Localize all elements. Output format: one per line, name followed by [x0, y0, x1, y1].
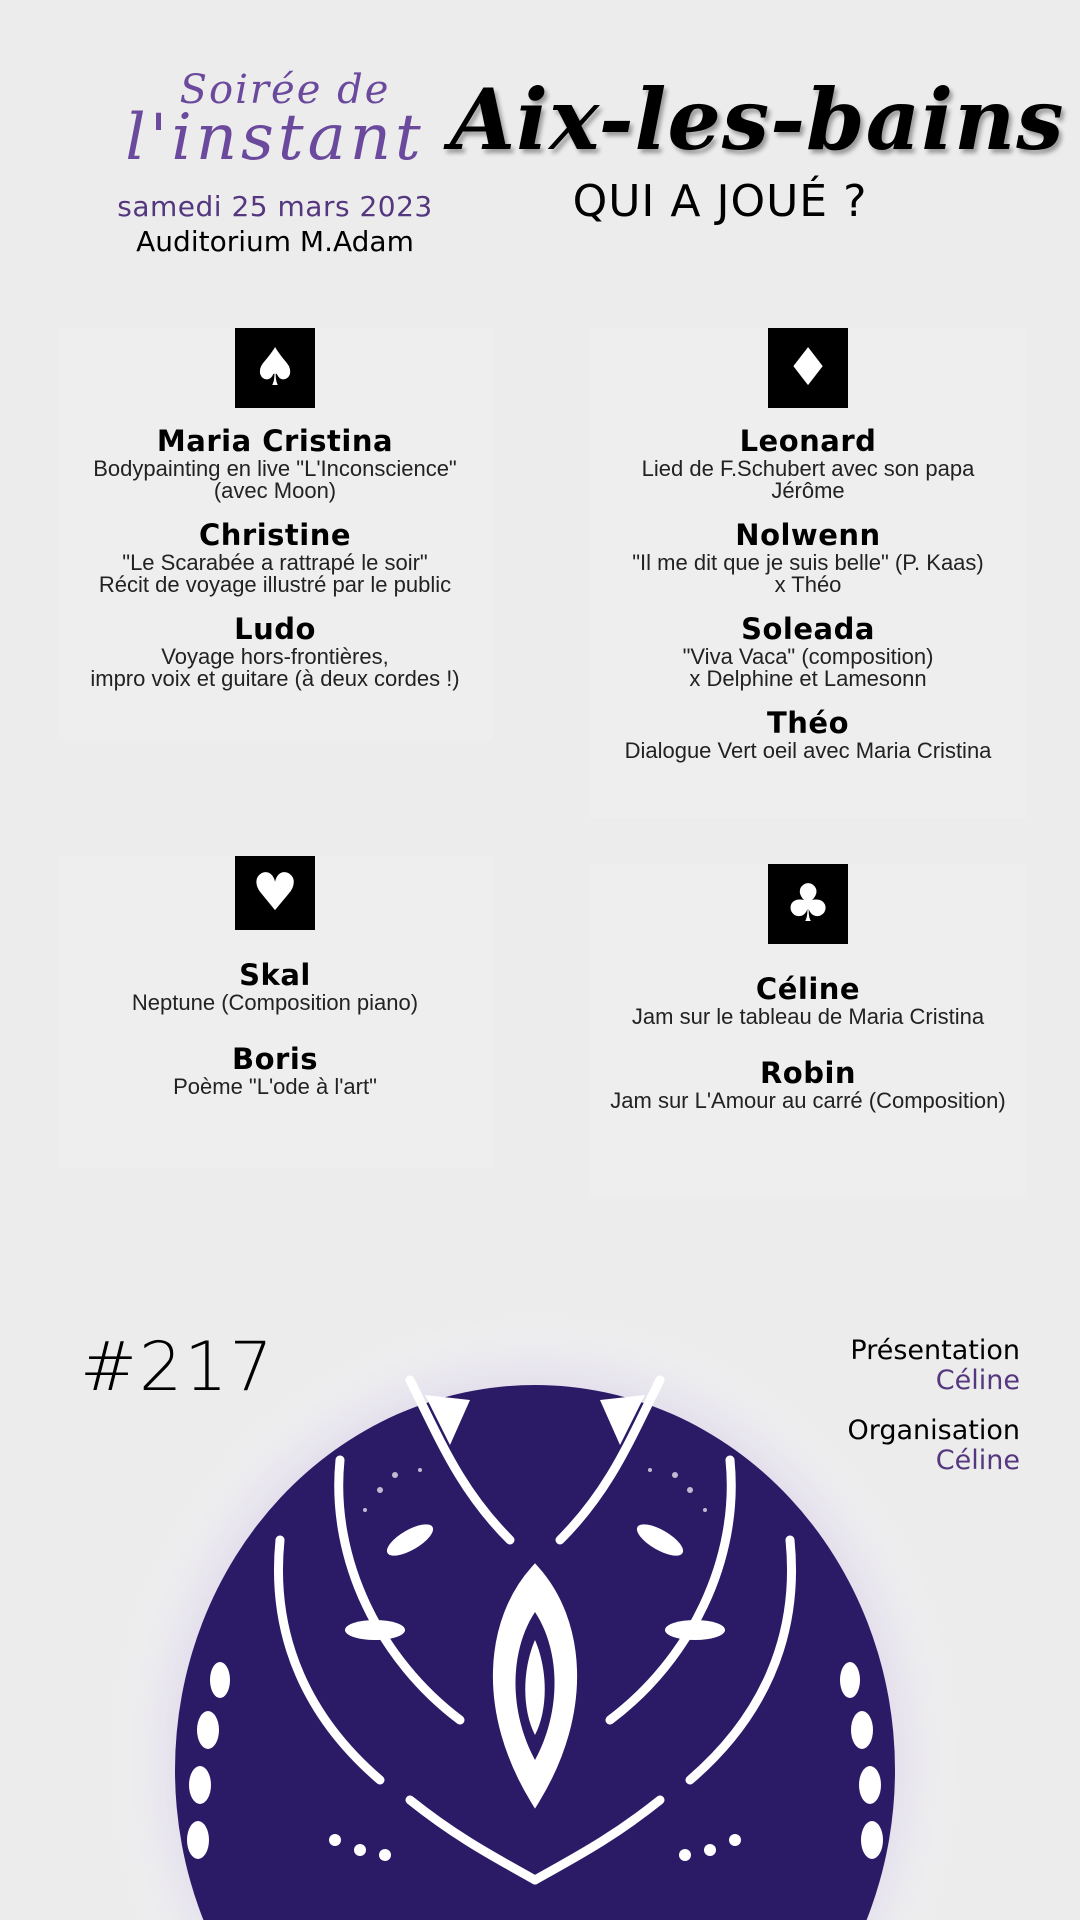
brand-main-text: l'instant	[125, 101, 425, 175]
organisation-label: Organisation	[847, 1415, 1020, 1446]
event-title-block	[450, 70, 1065, 227]
presentation-value: Céline	[935, 1365, 1020, 1396]
performer-description: Dialogue Vert oeil avec Maria Cristina	[624, 738, 992, 763]
performer-card-clubs	[590, 864, 1026, 1196]
performer-entry	[57, 518, 493, 596]
diamond-icon: ♦	[768, 328, 848, 408]
performer-description: Jam sur le tableau de Maria Cristina	[631, 1004, 985, 1029]
performer-name: Nolwenn	[735, 518, 881, 552]
performer-card-spades	[57, 328, 493, 740]
event-date: samedi 25 mars 2023	[117, 190, 433, 223]
performer-card-diamonds	[590, 328, 1026, 818]
performer-description: Jam sur L'Amour au carré (Composition)	[610, 1088, 1006, 1113]
heart-icon: ♥	[235, 856, 315, 930]
performer-name: Boris	[231, 1042, 319, 1076]
performer-entry	[57, 1042, 493, 1098]
performer-description: Lied de F.Schubert avec son papa Jérôme	[641, 456, 975, 503]
performer-entry	[590, 424, 1026, 502]
performer-name: Céline	[755, 972, 861, 1006]
performer-description: Poème "L'ode à l'art"	[173, 1074, 377, 1099]
performer-name: Leonard	[739, 424, 877, 458]
performer-description: "Le Scarabée a rattrapé le soir" Récit de voyage illustré par le public	[98, 550, 452, 597]
performer-name: Skal	[239, 958, 311, 992]
spade-icon: ♠	[235, 328, 315, 408]
performer-entry	[57, 612, 493, 690]
performer-name: Robin	[759, 1056, 857, 1090]
performer-entry	[57, 958, 493, 1014]
performer-description: Voyage hors-frontières, impro voix et guitare (à deux cordes !)	[90, 644, 460, 691]
performer-description: Neptune (Composition piano)	[131, 990, 419, 1015]
organisation-value: Céline	[935, 1445, 1020, 1476]
performer-name: Théo	[766, 706, 850, 740]
performer-name: Christine	[198, 518, 352, 552]
performer-card-hearts	[57, 856, 493, 1168]
club-icon: ♣	[768, 864, 848, 944]
performer-description: Bodypainting en live "L'Inconscience" (avec Moon)	[93, 456, 457, 503]
performer-entry	[57, 424, 493, 502]
page-subtitle: QUI A JOUÉ ?	[572, 176, 868, 227]
performer-name: Soleada	[741, 612, 875, 646]
event-venue: Auditorium M.Adam	[136, 225, 414, 258]
performer-name: Ludo	[234, 612, 316, 646]
performer-entry	[590, 706, 1026, 762]
performer-description: "Il me dit que je suis belle" (P. Kaas) x Théo	[632, 550, 984, 597]
performer-name: Maria Cristina	[156, 424, 394, 458]
performer-entry	[590, 972, 1026, 1028]
performer-description: "Viva Vaca" (composition) x Delphine et Lamesonn	[682, 644, 934, 691]
credits	[847, 1336, 1020, 1496]
city-title: Aix-les-bains	[450, 70, 1065, 169]
event-brand	[110, 67, 440, 258]
edition-number: #217	[80, 1328, 275, 1407]
brand-top-text: Soirée de	[179, 67, 391, 113]
presentation-label: Présentation	[850, 1335, 1020, 1366]
performer-entry	[590, 612, 1026, 690]
performer-entry	[590, 518, 1026, 596]
performer-entry	[590, 1056, 1026, 1112]
